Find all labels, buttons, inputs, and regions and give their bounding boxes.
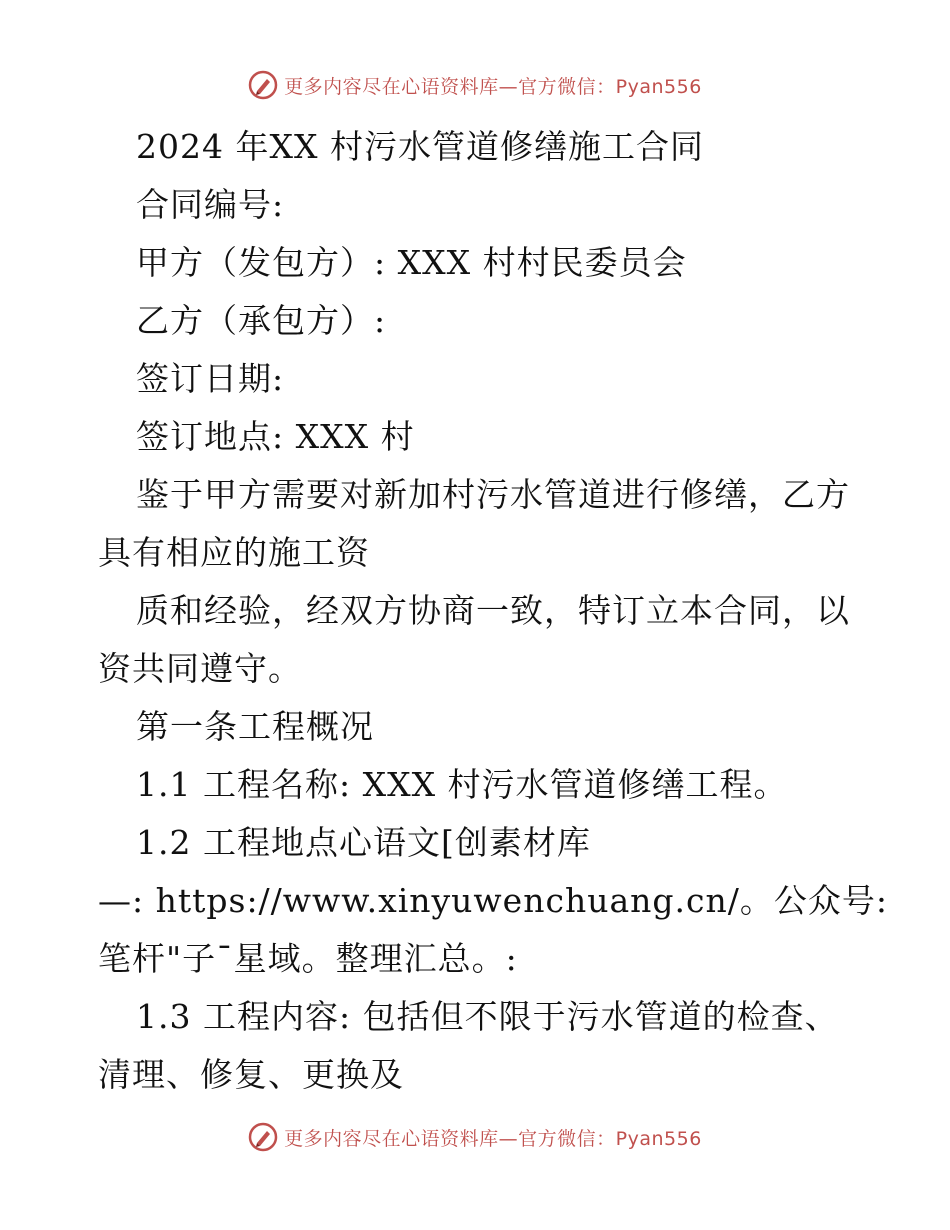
watermark-text: 更多内容尽在心语资料库—官方微信：Pyan556: [284, 75, 702, 98]
watermark-text: 更多内容尽在心语资料库—官方微信：Pyan556: [284, 1127, 702, 1150]
clause-line: —: https://www.xinyuwenchuang.cn/。公众号:: [98, 881, 888, 920]
clause-line: 1.2 工程地点心语文[创素材库: [136, 823, 591, 862]
signing-place: 签订地点: XXX 村: [136, 417, 415, 456]
clause-line: 清理、修复、更换及: [98, 1055, 404, 1094]
preamble-line: 具有相应的施工资: [98, 533, 370, 572]
footer-watermark: [0, 1122, 950, 1152]
pen-logo-icon: [248, 70, 278, 100]
clause-line: 笔杆"子¯星域。整理汇总。:: [98, 939, 518, 978]
preamble-line: 资共同遵守。: [98, 649, 302, 688]
signing-date: 签订日期:: [136, 359, 285, 398]
clause-line: 1.3 工程内容: 包括但不限于污水管道的检查、: [136, 997, 839, 1036]
section-heading: 第一条工程概况: [136, 707, 374, 746]
header-watermark: [0, 70, 950, 100]
preamble-line: 质和经验，经双方协商一致，特订立本合同，以: [136, 591, 850, 630]
contract-title: 2024 年XX 村污水管道修缮施工合同: [136, 127, 704, 166]
contract-number: 合同编号:: [136, 185, 285, 224]
clause-line: 1.1 工程名称: XXX 村污水管道修缮工程。: [136, 765, 788, 804]
party-b: 乙方（承包方）:: [136, 301, 387, 340]
preamble-line: 鉴于甲方需要对新加村污水管道进行修缮，乙方: [136, 475, 850, 514]
party-a: 甲方（发包方）: XXX 村村民委员会: [136, 243, 687, 282]
pen-logo-icon: [248, 1122, 278, 1152]
document-body: [98, 118, 888, 1104]
